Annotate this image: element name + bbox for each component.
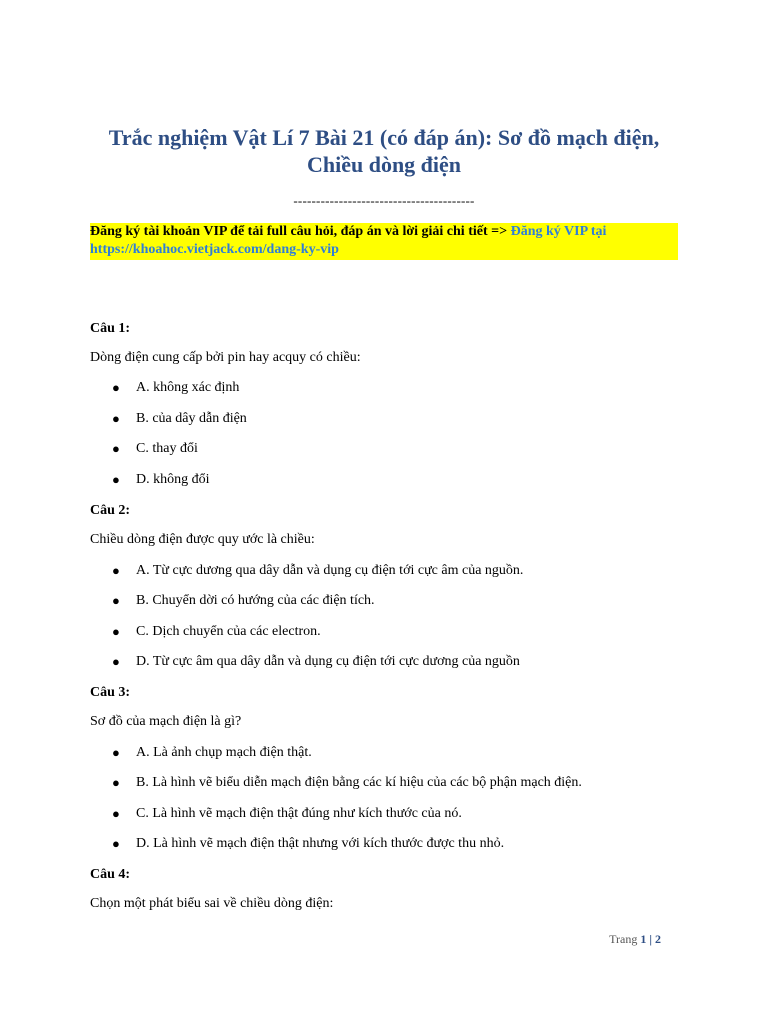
question-3-option-b: B. Là hình vẽ biểu diễn mạch điện bằng các kí hiệu của các bộ phận mạch điện. [136,775,582,790]
question-3-option-c: C. Là hình vẽ mạch điện thật đúng như kích thước của nó. [136,806,462,821]
bullet-icon: ● [112,775,120,790]
bullet-icon: ● [112,654,120,669]
question-4-stem: Chọn một phát biểu sai về chiều dòng điện: [90,896,334,911]
question-1-option-d: D. không đổi [136,472,210,487]
question-1-option-c: C. thay đổi [136,441,198,456]
question-2-stem: Chiều dòng điện được quy ước là chiều: [90,532,315,547]
bullet-icon: ● [112,380,120,395]
bullet-icon: ● [112,593,120,608]
question-2-option-a: A. Từ cực dương qua dây dẫn và dụng cụ điện tới cực âm của nguồn. [136,563,524,578]
bullet-icon: ● [112,411,120,426]
question-2-option-b: B. Chuyển dời có hướng của các điện tích. [136,593,375,608]
vip-banner [90,223,678,260]
question-2-option-d: D. Từ cực âm qua dây dẫn và dụng cụ điện tới cực dương của nguồn [136,654,520,669]
bullet-icon: ● [112,836,120,851]
bullet-icon: ● [112,624,120,639]
document-title [60,124,708,178]
title-line-1: Trắc nghiệm Vật Lí 7 Bài 21 (có đáp án): Sơ đồ mạch điện, [108,125,660,150]
current-page-number: 1 [640,932,647,946]
question-4-label: Câu 4: [90,867,131,882]
question-3-stem: Sơ đồ của mạch điện là gì? [90,714,242,729]
question-1-option-a: A. không xác định [136,380,240,395]
page-footer [609,932,661,947]
question-3-option-a: A. Là ảnh chụp mạch điện thật. [136,745,312,760]
question-3-option-d: D. Là hình vẽ mạch điện thật nhưng với kích thước được thu nhỏ. [136,836,505,851]
bullet-icon: ● [112,745,120,760]
vip-register-link[interactable]: Đăng ký VIP tại https://khoahoc.vietjack.com/dang-ky-vip [90,224,607,257]
total-page-number: 2 [655,932,661,946]
question-1-option-b: B. của dây dẫn điện [136,411,247,426]
bullet-icon: ● [112,563,120,578]
question-2-label: Câu 2: [90,503,131,518]
title-line-2: Chiều dòng điện [306,152,462,177]
question-2-option-c: C. Dịch chuyển của các electron. [136,624,321,639]
bullet-icon: ● [112,441,120,456]
question-3-label: Câu 3: [90,685,131,700]
bullet-icon: ● [112,806,120,821]
bullet-icon: ● [112,472,120,487]
footer-label: Trang [609,932,638,946]
question-1-label: Câu 1: [90,321,131,336]
separator-line: ---------------------------------------- [293,193,475,208]
vip-banner-text: Đăng ký tài khoản VIP để tải full câu hỏi, đáp án và lời giải chi tiết => [90,224,511,239]
question-1-stem: Dòng điện cung cấp bởi pin hay acquy có chiều: [90,350,361,365]
footer-divider: | [649,932,652,946]
